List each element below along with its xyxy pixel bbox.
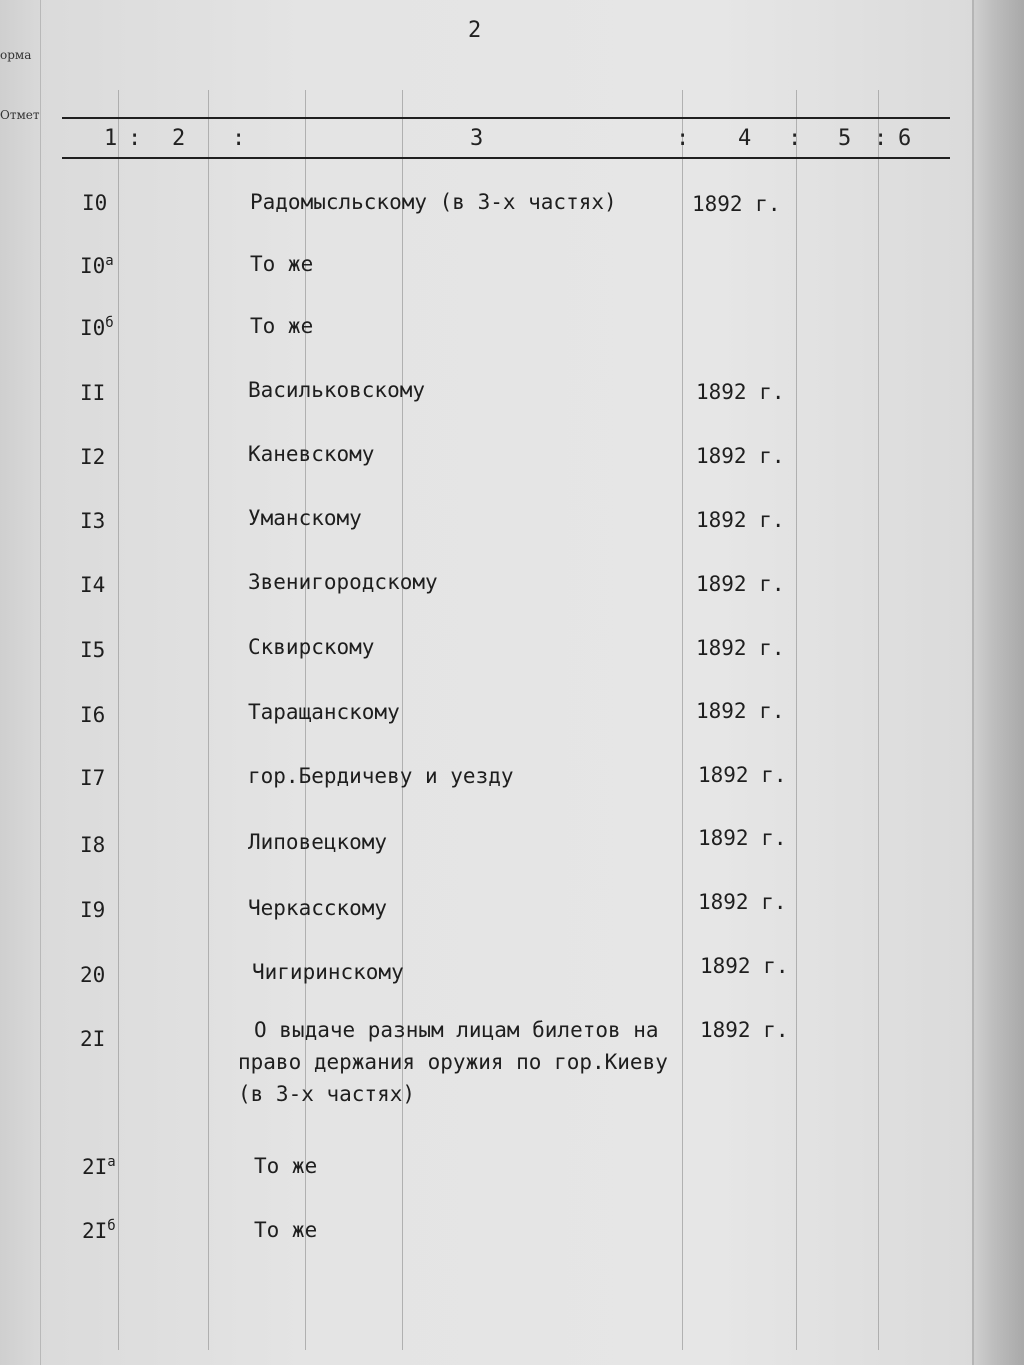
row-number: $2I^б$ <box>82 1218 116 1243</box>
column-divider <box>118 90 119 1350</box>
row-year: 1892 г. <box>698 826 787 850</box>
row-title: Уманскому <box>248 506 362 530</box>
left-tab-forma: орма <box>0 48 32 62</box>
row-number: I0 <box>82 191 108 215</box>
header-separator: : <box>676 126 690 151</box>
row-title: Липовецкому <box>248 830 388 854</box>
row-title: Сквирскому <box>248 635 375 659</box>
row-number: 2I <box>80 1027 106 1051</box>
column-divider <box>682 90 683 1350</box>
header-top-rule <box>62 117 950 119</box>
row-title: Радомысльскому (в 3-х частях) <box>250 190 617 214</box>
row-title: Таращанскому <box>248 700 400 724</box>
row-year: 1892 г. <box>696 699 785 723</box>
column-divider <box>402 90 403 1350</box>
row-number: 20 <box>80 963 106 987</box>
row-number: I3 <box>80 509 106 533</box>
row-year: 1892 г. <box>700 1018 789 1042</box>
row-number: I2 <box>80 445 106 469</box>
row-title: То же <box>254 1218 318 1242</box>
header-col-4: 4 <box>738 126 752 151</box>
row-number: I8 <box>80 833 106 857</box>
column-divider <box>208 90 209 1350</box>
header-col-3: 3 <box>470 126 484 151</box>
row-title: гор.Бердичеву и уезду <box>248 764 514 788</box>
header-col-1: 1 <box>104 126 118 151</box>
row-year: 1892 г. <box>700 954 789 978</box>
header-col-5: 5 <box>838 126 852 151</box>
header-col-6: 6 <box>898 126 912 151</box>
row-number: I7 <box>80 766 106 790</box>
row-title: Васильковскому <box>248 378 426 402</box>
row-number: I4 <box>80 573 106 597</box>
left-tab-otmet: Отмет <box>0 108 40 122</box>
row-number: I6 <box>80 703 106 727</box>
row-year: 1892 г. <box>692 192 781 216</box>
row-number: I9 <box>80 898 106 922</box>
header-separator: : <box>232 126 246 151</box>
column-divider <box>878 90 879 1350</box>
header-col-2: 2 <box>172 126 186 151</box>
page-number: 2 <box>468 18 482 43</box>
row-number: $I0^б$ <box>80 315 114 340</box>
header-separator: : <box>874 126 888 151</box>
row-title: Чигиринскому <box>252 960 404 984</box>
row-number: II <box>80 381 106 405</box>
header-separator: : <box>128 126 142 151</box>
row-year: 1892 г. <box>696 572 785 596</box>
row-year: 1892 г. <box>698 890 787 914</box>
next-page-edge <box>974 0 1024 1365</box>
row-year: 1892 г. <box>696 444 785 468</box>
row-number: $I0^а$ <box>80 253 114 278</box>
column-divider <box>796 90 797 1350</box>
row-title: То же <box>250 252 314 276</box>
row-title: Черкасскому <box>248 896 388 920</box>
row-title: То же <box>250 314 314 338</box>
row-title: О выдаче разным лицам билетов на право держания оружия по гор.Киеву (в 3-х частях) <box>238 1018 668 1106</box>
row-year: 1892 г. <box>696 636 785 660</box>
header-separator: : <box>788 126 802 151</box>
row-title: Звенигородскому <box>248 570 438 594</box>
header-bottom-rule <box>62 157 950 159</box>
row-year: 1892 г. <box>696 380 785 404</box>
row-number: I5 <box>80 638 106 662</box>
row-year: 1892 г. <box>696 508 785 532</box>
previous-page-edge <box>0 0 41 1365</box>
row-title: Каневскому <box>248 442 375 466</box>
row-number: $2I^а$ <box>82 1154 116 1179</box>
row-title: То же <box>254 1154 318 1178</box>
row-year: 1892 г. <box>698 763 787 787</box>
